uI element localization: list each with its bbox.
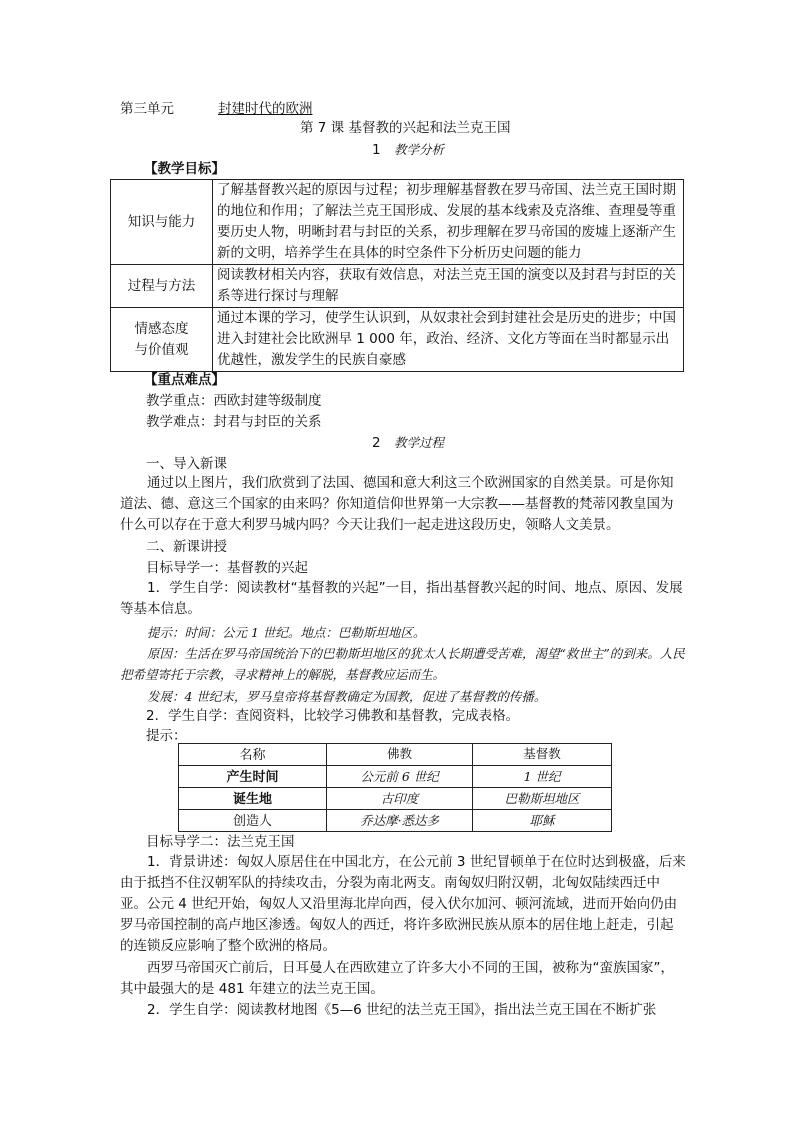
germanic-paragraph: 西罗马帝国灭亡前后，日耳曼人在西欧建立了许多大小不同的王国，被称为“蛮族国家”，其中最强大的是 481 年建立的法兰克王国。 xyxy=(120,960,674,997)
section-title: 教学过程 xyxy=(394,435,445,450)
cell-buddhism: 乔达摩·悉达多 xyxy=(327,810,473,832)
keypoints-heading: 【重点难点】 xyxy=(144,372,225,388)
task-three: 2．学生自学：阅读教材地图《5—6 世纪的法兰克王国》，指出法兰克王国在不断扩张 xyxy=(147,1002,657,1018)
row-label: 产生时间 xyxy=(179,766,327,788)
cell-christianity: 耶稣 xyxy=(473,810,612,832)
guide-two: 目标导学二：法兰克王国 xyxy=(146,834,295,850)
header-cell: 名称 xyxy=(179,744,327,766)
comparison-table xyxy=(178,743,612,832)
section-heading-process xyxy=(372,434,444,452)
row-label-line1: 情感态度 xyxy=(134,320,189,337)
table-row xyxy=(179,810,612,832)
cell-buddhism: 公元前 6 世纪 xyxy=(327,766,473,788)
row-label: 诞生地 xyxy=(179,788,327,810)
hint-development: 发展：4 世纪末，罗马皇帝将基督教确定为国教，促进了基督教的传播。 xyxy=(147,689,547,704)
teaching-difficulty: 教学难点：封君与封臣的关系 xyxy=(146,414,322,430)
cell-christianity: 1 世纪 xyxy=(473,766,612,788)
table-row xyxy=(111,265,684,308)
task-two: 2．学生自学：查阅资料，比较学习佛教和基督教，完成表格。 xyxy=(146,708,520,724)
unit-number: 第三单元 xyxy=(120,101,174,117)
intro-paragraph: 通过以上图片，我们欣赏到了法国、德国和意大利这三个欧洲国家的自然美景。可是你知道法、德、意这三个国家的由来吗？你知道信仰世界第一大宗教——基督教的梵蒂冈教皇国为什么可以存在于意大利罗马城内吗？今天让我们一起走进这段历史，领略人文美景。 xyxy=(120,475,674,533)
header-cell: 基督教 xyxy=(473,744,612,766)
header-cell: 佛教 xyxy=(327,744,473,766)
row-label: 知识与能力 xyxy=(111,180,213,265)
objectives-heading: 【教学目标】 xyxy=(144,161,225,177)
row-text: 了解基督教兴起的原因与过程；初步理解基督教在罗马帝国、法兰克王国时期的地位和作用；了解法兰克王国形成、发展的基本线索及克洛维、查理曼等重要历史人物，明晰封君与封臣的关系，初步理解在罗马帝国的废墟上逐渐产生新的文明，培养学生在具体的时空条件下分析历史问题的能力 xyxy=(213,180,684,265)
row-label: 过程与方法 xyxy=(111,265,213,308)
row-text: 阅读教材相关内容，获取有效信息，对法兰克王国的演变以及封君与封臣的关系等进行探讨与理解 xyxy=(213,265,684,308)
task-one: 1．学生自学：阅读教材“基督教的兴起”一目，指出基督教兴起的时间、地点、原因、发展等基本信息。 xyxy=(120,580,683,617)
row-label xyxy=(111,308,213,372)
cell-buddhism: 古印度 xyxy=(327,788,473,810)
table-header-row xyxy=(179,744,612,766)
teaching-focus: 教学重点：西欧封建等级制度 xyxy=(146,393,322,409)
table-row xyxy=(179,766,612,788)
section-number: 1 xyxy=(372,142,381,158)
section-title: 教学分析 xyxy=(394,142,445,157)
unit-title: 封建时代的欧洲 xyxy=(218,101,313,117)
row-label-line2: 与价值观 xyxy=(134,341,189,358)
row-label: 创造人 xyxy=(179,810,327,832)
guide-one: 目标导学一：基督教的兴起 xyxy=(146,560,308,576)
table-row xyxy=(179,788,612,810)
hint-cause: 原因：生活在罗马帝国统治下的巴勒斯坦地区的犹太人长期遭受苦难，渴望“救世主”的到来。人民把希望寄托于宗教，寻求精神上的解脱，基督教应运而生。 xyxy=(120,646,685,682)
row-text: 通过本课的学习，使学生认识到，从奴隶社会到封建社会是历史的进步；中国进入封建社会比欧洲早 1 000 年，政治、经济、文化方等面在当时都显示出优越性，激发学生的民族自豪感 xyxy=(213,308,684,372)
section-heading-analysis xyxy=(372,141,444,159)
objectives-table xyxy=(110,179,684,372)
hint-time-place: 提示：时间：公元 1 世纪。地点：巴勒斯坦地区。 xyxy=(147,625,426,640)
table-row xyxy=(111,180,684,265)
lesson-title: 第 7 课 基督教的兴起和法兰克王国 xyxy=(300,120,511,136)
table-row xyxy=(111,308,684,372)
intro-heading: 一、导入新课 xyxy=(146,456,227,472)
hint-label: 提示： xyxy=(146,728,187,744)
background-paragraph: 1．背景讲述：匈奴人原居住在中国北方，在公元前 3 世纪冒顿单于在位时达到极盛，后来由于抵挡不住汉朝军队的持续攻击，分裂为南北两支。南匈奴归附汉朝，北匈奴陆续西迁中亚。公元 4 世纪开始，匈奴人又沿里海北岸向西，侵入伏尔加河、顿河流域，进而开始向仍由罗马帝国控制的高卢地区渗透。匈奴人的西迁，将许多欧洲民族从原本的居住地上赶走，引起的连锁反应影响了整个欧洲的格局。 xyxy=(120,854,686,954)
section-number: 2 xyxy=(372,435,381,451)
cell-christianity: 巴勒斯坦地区 xyxy=(473,788,612,810)
new-lesson-heading: 二、新课讲授 xyxy=(146,539,227,555)
